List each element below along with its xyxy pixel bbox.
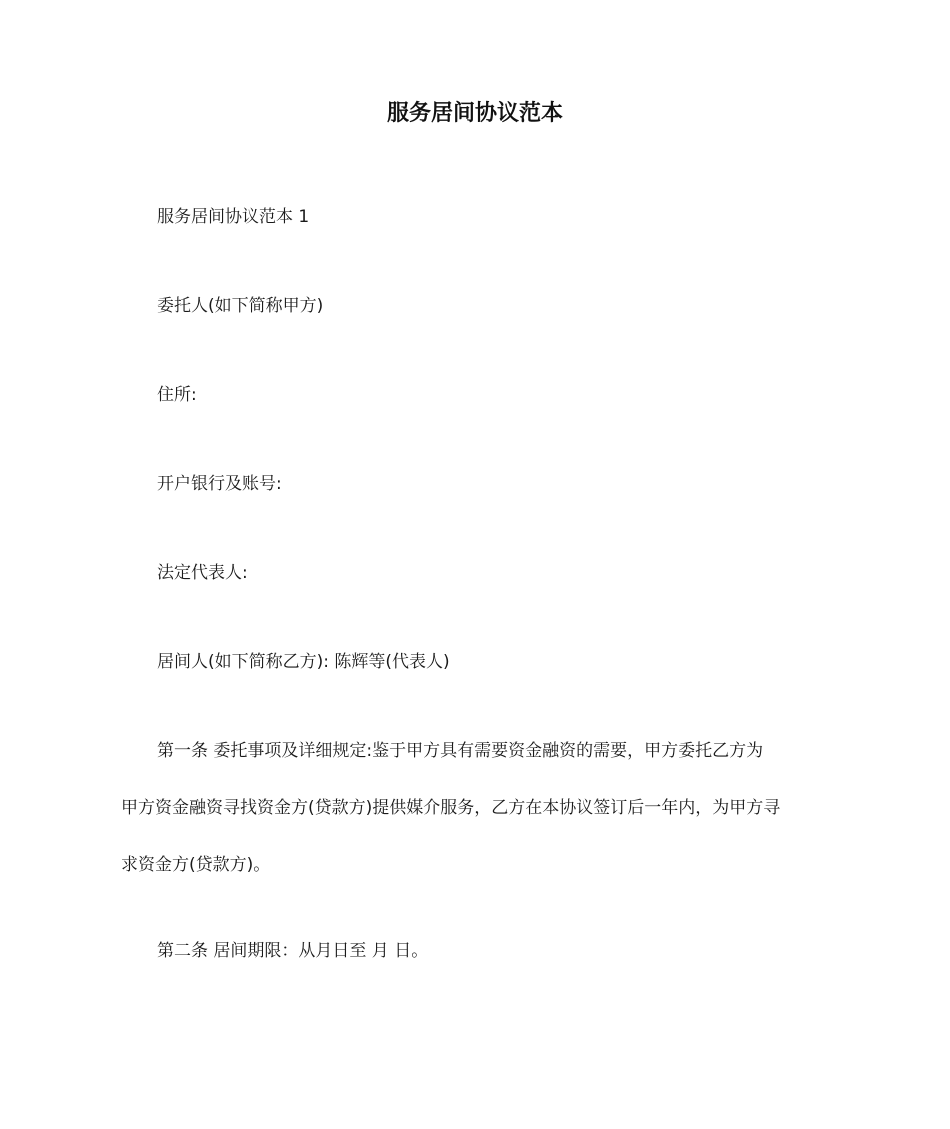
article-1-line-2: 甲方资金融资寻找资金方(贷款方)提供媒介服务，乙方在本协议签订后一年内，为甲方寻 <box>121 798 781 818</box>
article-1-line-3: 求资金方(贷款方)。 <box>121 855 271 875</box>
paragraph-client: 委托人(如下简称甲方) <box>157 296 324 316</box>
document-title: 服务居间协议范本 <box>386 101 563 126</box>
paragraph-bank-account: 开户银行及账号: <box>157 474 282 494</box>
paragraph-address: 住所: <box>157 385 197 405</box>
paragraph-article-1 <box>121 723 833 894</box>
paragraph-heading: 服务居间协议范本 1 <box>157 207 310 227</box>
paragraph-legal-representative: 法定代表人: <box>157 563 248 583</box>
article-1-line-1: 第一条 委托事项及详细规定:鉴于甲方具有需要资金融资的需要，甲方委托乙方为 <box>157 741 764 761</box>
paragraph-article-2: 第二条 居间期限：从月日至 月 日。 <box>157 941 429 961</box>
paragraph-intermediary: 居间人(如下简称乙方): 陈辉等(代表人) <box>157 652 450 672</box>
